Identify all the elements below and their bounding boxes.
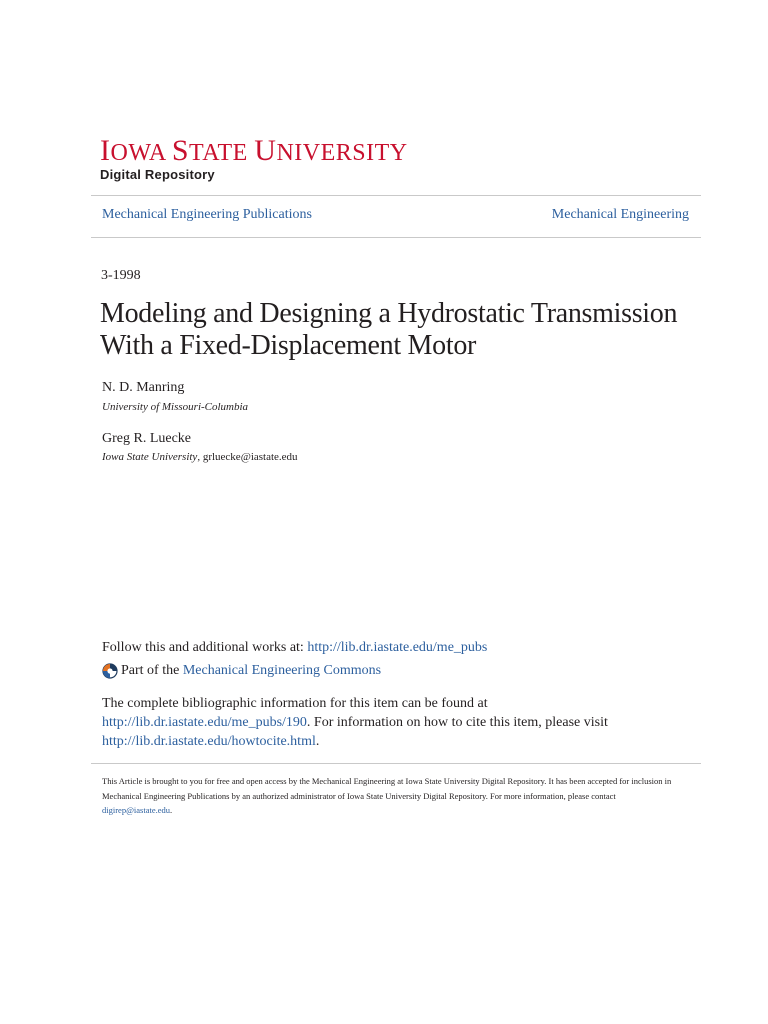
commons-line: Part of the Mechanical Engineering Commons — [102, 663, 381, 679]
biblio-link[interactable]: http://lib.dr.iastate.edu/me_pubs/190 — [102, 715, 307, 730]
collection-link-department[interactable]: Mechanical Engineering — [551, 207, 689, 222]
author-name-2: Greg R. Luecke — [102, 431, 192, 446]
follow-line: Follow this and additional works at: http://lib.dr.iastate.edu/me_pubs — [102, 640, 488, 655]
howtocite-link[interactable]: http://lib.dr.iastate.edu/howtocite.html — [102, 734, 316, 749]
follow-link[interactable]: http://lib.dr.iastate.edu/me_pubs — [307, 640, 488, 655]
logo-repository-label: Digital Repository — [100, 167, 215, 182]
publication-date: 3-1998 — [101, 268, 141, 283]
divider-top — [91, 195, 701, 196]
footer-notice: This Article is brought to you for free and open access by the Mechanical Engineering at Iowa State University Digital Repository. It has been accepted for inclusion in Mechanical Engineering Publications by an authorized administrator of Iowa State University Digital Repository. For more information, please contact digirep@iastate.edu. — [102, 776, 672, 815]
commons-link[interactable]: Mechanical Engineering Commons — [182, 663, 382, 678]
university-logo[interactable] — [100, 134, 408, 182]
divider-mid — [91, 237, 701, 238]
author-affiliation-2: Iowa State University, grluecke@iastate.edu — [102, 451, 298, 463]
article-title: Modeling and Designing a Hydrostatic Transmission With a Fixed-Displacement Motor — [100, 298, 678, 361]
bepress-commons-icon — [102, 663, 118, 679]
logo-wordmark: IOWA STATE UNIVERSITY — [100, 134, 408, 167]
divider-bottom — [91, 763, 701, 764]
collection-link-publications[interactable]: Mechanical Engineering Publications — [102, 207, 312, 222]
author-name-1: N. D. Manring — [102, 380, 185, 395]
contact-email-link[interactable]: digirep@iastate.edu — [102, 805, 171, 815]
author-affiliation-1: University of Missouri-Columbia — [102, 401, 249, 413]
bibliographic-info: The complete bibliographic information for this item can be found at http://lib.dr.iastate.edu/me_pubs/190. For information on how to cite this item, please visit http://lib.dr.iastate.edu/howtocite.html. — [102, 696, 608, 749]
